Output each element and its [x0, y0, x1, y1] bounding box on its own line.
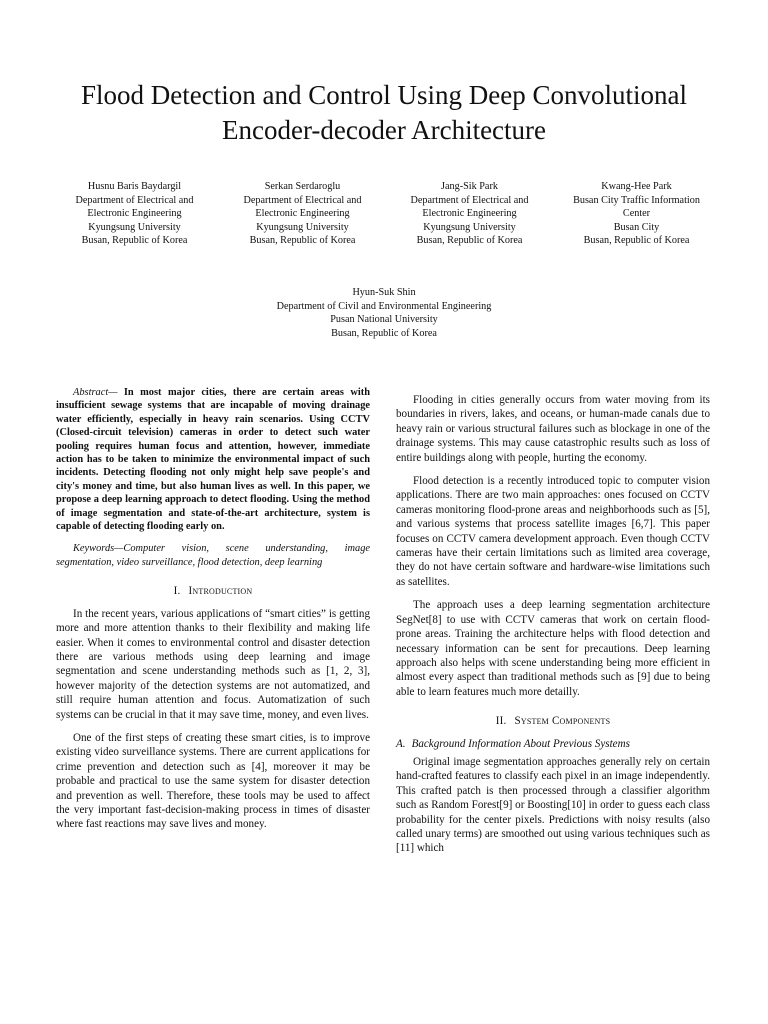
author-affiliation-line: Busan, Republic of Korea [331, 327, 437, 339]
paragraph: Original image segmentation approaches generally rely on certain hand-crafted features to classify each pixel in an image independently. This crafted patch is then processed through a classifier algorithm such as Random Forest[9] or Boosting[10] in order to guess each class probability for the center pixels. Predictions with noisy results (also called unary terms) are smoothed out using various techniques such as [11] which [396, 755, 710, 855]
author-name: Hyun-Suk Shin [352, 287, 416, 298]
author-affiliation-line: Kyungsung University [256, 221, 349, 233]
paragraph: Flood detection is a recently introduced topic to computer vision applications. There are two main approaches: ones focused on CCTV cameras monitoring flood-prone areas and neighborhoods such as [5], and various systems that process satellite images [6,7]. This paper focuses on CCTV camera development approach. Even though CCTV cameras have their certain limitations such as limited area coverage, they do not have certain software and hardware-wise limitations such as satellites. [396, 475, 710, 588]
section-heading-introduction [56, 584, 370, 598]
author-affiliation-line: Electronic Engineering [255, 208, 350, 220]
paper-title: Flood Detection and Control Using Deep Convolutional Encoder-decoder Architecture [81, 80, 687, 145]
author-affiliation-line: Kyungsung University [88, 221, 181, 233]
author-name: Serkan Serdaroglu [264, 181, 341, 192]
right-column [396, 393, 710, 865]
paragraph: In the recent years, various applications of “smart cities” is getting more and more attention thanks to their flexibility and making life easier. When it comes to environmental control and disaster detection there are various methods using deep learning and image segmentation and scene understanding methods such as [1, 2, 3], however majority of the detection systems are not automatized, and still require human attention and focus. Automatization of such systems can be crucial in that it may save time, money, and even lives. [56, 607, 370, 721]
section-number: I. [173, 585, 181, 598]
author-affiliation-line: Busan City Traffic Information [573, 194, 700, 206]
abstract [56, 386, 370, 533]
keywords: Keywords—Computer vision, scene understanding, image segmentation, video surveillance, flood detection, deep learning [56, 543, 370, 568]
paragraph: One of the first steps of creating these smart cities, is to improve existing video surveillance systems. There are current applications for crime prevention and detection such as [4], moreover it may be probable and practical to use the same system for disaster detection and prevention as well. Therefore, these tools may be used to affect the very important fast-decision-making process in times of disaster where fast reactions may save lives and money. [56, 731, 370, 831]
author-block [220, 180, 385, 248]
author-affiliation-line: Busan, Republic of Korea [81, 235, 188, 247]
author-block [52, 180, 217, 248]
section-heading-system-components [396, 714, 710, 728]
author-affiliation-line: Department of Electrical and [243, 194, 362, 206]
section-title: Introduction [188, 585, 253, 598]
author-affiliation-line: Department of Electrical and [410, 194, 529, 206]
section-number: II. [495, 715, 507, 728]
subsection-title: Background Information About Previous Systems [411, 737, 630, 750]
abstract-label: Abstract— [73, 387, 118, 398]
author-affiliation-line: Busan City [613, 221, 660, 233]
author-block [234, 286, 534, 340]
author-affiliation-line: Department of Electrical and [75, 194, 194, 206]
author-affiliation-line: Electronic Engineering [87, 208, 182, 220]
left-column [56, 386, 370, 841]
author-affiliation-line: Busan, Republic of Korea [249, 235, 356, 247]
author-affiliation-line: Department of Civil and Environmental Engineering [276, 300, 492, 312]
subsection-number: A. [396, 737, 406, 750]
author-block [554, 180, 719, 248]
author-affiliation-line: Busan, Republic of Korea [583, 235, 690, 247]
section-title: System Components [514, 715, 611, 728]
paragraph: Flooding in cities generally occurs from water moving from its boundaries in rivers, lakes, and oceans, or human-made canals due to heavy rain or various structural failures such as blockage in one of the drainage systems. This may cause catastrophic results such as loss of entire buildings along with people, hurting the economy. [396, 394, 710, 464]
author-block [387, 180, 552, 248]
author-affiliation-line: Electronic Engineering [422, 208, 517, 220]
abstract-text: In most major cities, there are certain areas with insufficient sewage systems that are incapable of moving drainage water efficiently, especially in heavy rain scenarios. Using CCTV (Closed-circuit television) cameras in order to detect such water pooling requires human focus and attention, however, immediate action has to be taken to minimize the environmental impact of such incidents. Detecting flooding not only might help save people's and city's money and time, but also human lives as well. In this paper, we propose a deep learning approach to detect flooding. Using the method of image segmentation and state-of-the-art architecture, system is capable of detecting flooding early on. [56, 387, 370, 533]
author-affiliation-line: Kyungsung University [423, 221, 516, 233]
author-affiliation-line: Pusan National University [330, 314, 438, 326]
author-affiliation-line: Busan, Republic of Korea [416, 235, 523, 247]
subsection-heading [396, 737, 710, 751]
author-affiliation-line: Center [622, 208, 651, 220]
author-name: Jang-Sik Park [441, 181, 498, 192]
author-name: Kwang-Hee Park [601, 181, 672, 192]
paragraph: The approach uses a deep learning segmentation architecture SegNet[8] to use with CCTV cameras that work on certain flood-prone areas. Training the architecture helps with flood detection and necessary information can be sent for precautions. Deep learning approach also helps with scene understanding being more efficient in almost every aspect than traditional methods such as [9] due to being able to learn features much more detailly. [396, 599, 710, 698]
author-name: Husnu Baris Baydargil [87, 181, 182, 192]
